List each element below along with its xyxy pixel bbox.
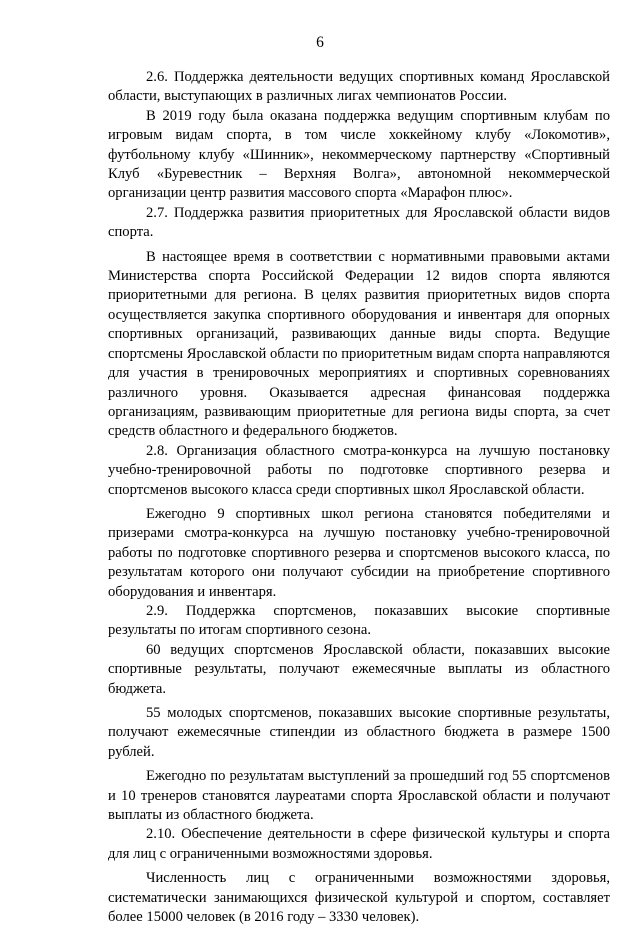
- paragraph-2-10-body: Численность лиц с ограниченными возможностями здоровья, систематически занимающихся физической культурой и спортом, составляет более 15000 человек (в 2016 году – 3330 человек).: [108, 870, 610, 926]
- paragraph-2-7-body: В настоящее время в соответствии с нормативными правовыми актами Министерства спорта Российской Федерации 12 видов спорта являются приоритетными для региона. В целях развития приоритетных видов спорта осуществляется закупка спортивного оборудования и инвентаря для опорных спортивных организаций, развивающих данные виды спорта. Ведущие спортсмены Ярославской области по приоритетным видам спорта направляются для участия в тренировочных мероприятиях и спортивных соревнованиях различного уровня. Оказывается адресная финансовая поддержка организациям, развивающим приоритетные для региона виды спорта, за счет средств областного и федерального бюджетов.: [108, 248, 610, 440]
- paragraph-2-9-body-2: 55 молодых спортсменов, показавших высокие спортивные результаты, получают ежемесячные стипендии из областного бюджета в размере 1500 рублей.: [108, 705, 610, 760]
- paragraph-2-7-heading: 2.7. Поддержка развития приоритетных для Ярославской области видов спорта.: [108, 204, 610, 241]
- paragraph-2-8-heading: 2.8. Организация областного смотра-конкурса на лучшую постановку учебно-тренировочной работы по подготовке спортивного резерва и спортсменов высокого класса среди спортивных школ Ярославской области.: [108, 442, 610, 498]
- paragraph-2-6-heading: 2.6. Поддержка деятельности ведущих спортивных команд Ярославской области, выступающих в различных лигах чемпионатов России.: [108, 69, 610, 105]
- paragraph-2-8-body: Ежегодно 9 спортивных школ региона становятся победителями и призерами смотра-конкурса на лучшую постановку учебно-тренировочной работы по подготовке спортивного резерва и спортсменов высокого класса, по результатам которого они получают субсидии на приобретение спортивного оборудования и инвентаря.: [108, 505, 610, 600]
- paragraph-2-6-body: В 2019 году была оказана поддержка ведущим спортивным клубам по игровым видам спорта, в том числе хоккейному клубу «Локомотив», футбольному клубу «Шинник», некоммерческому партнерству «Спортивный Клуб «Буревестник – Верхняя Волга», автономной некоммерческой организации центр развития массового спорта «Марафон плюс».: [108, 107, 610, 202]
- page-number: 6: [316, 34, 324, 51]
- document-body: [108, 68, 610, 927]
- paragraph-2-9-heading: 2.9. Поддержка спортсменов, показавших высокие спортивные результаты по итогам спортивного сезона.: [108, 602, 610, 639]
- paragraph-2-10-heading: 2.10. Обеспечение деятельности в сфере физической культуры и спорта для лиц с ограниченными возможностями здоровья.: [108, 826, 610, 862]
- paragraph-2-9-body-1: 60 ведущих спортсменов Ярославской области, показавших высокие спортивные результаты, получают ежемесячные выплаты из областного бюджета.: [108, 641, 610, 697]
- paragraph-2-9-body-3: Ежегодно по результатам выступлений за прошедший год 55 спортсменов и 10 тренеров становятся лауреатами спорта Ярославской области и получают выплаты из областного бюджета.: [108, 768, 610, 824]
